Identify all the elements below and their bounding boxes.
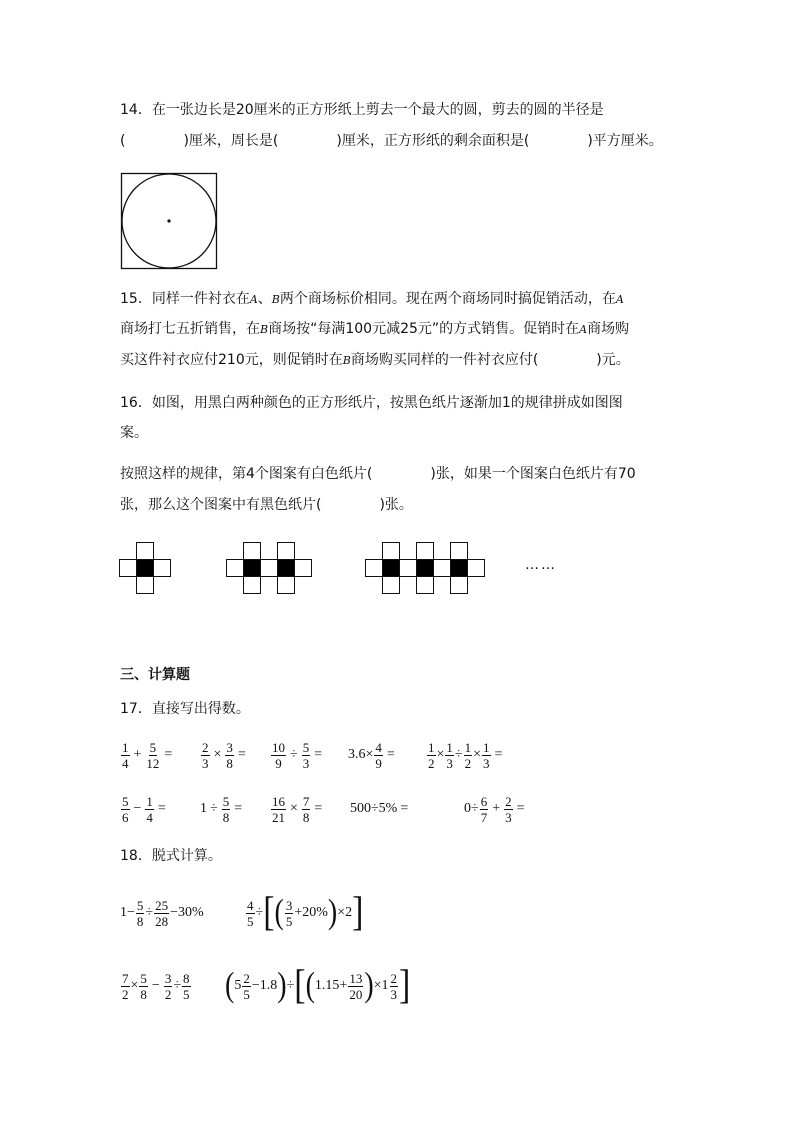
q15-line3: 买这件衬衣应付210元，则促销时在B商场购买同样的一件衬衣应付( )元。: [120, 352, 630, 368]
q17-expr-2: $\frac{2}{3}$ × $\frac{3}{8}$ =: [202, 739, 246, 771]
q18-expr-4: ( 5 $\frac{2}{5}$ −1.8 ) ÷ [ ( 1.15+ $\frac{13}{20}$ ) × 1 $\frac{2}{3}$ ]: [225, 963, 411, 1008]
q14-line1: 14．在一张边长是20厘米的正方形纸上剪去一个最大的圆，剪去的圆的半径是: [120, 102, 604, 118]
q18-expr-3: $\frac{7}{2}$ × $\frac{5}{8}$ − $\frac{3}{2}$ ÷ $\frac{8}{5}$: [122, 970, 190, 1002]
tile-pattern-3: [365, 542, 486, 595]
q18-title: 18．脱式计算。: [120, 848, 222, 864]
square-circle-figure: [120, 172, 220, 272]
tile-pattern-2: [226, 542, 313, 595]
q17-expr-8: $\frac{16}{21}$ × $\frac{7}{8}$ =: [272, 793, 323, 825]
q16-line4: 张，那么这个图案中有黑色纸片( )张。: [120, 497, 413, 513]
q18-expr-1: 1− $\frac{5}{8}$ ÷ $\frac{25}{28}$ −30%: [120, 897, 204, 929]
q17-expr-1: $\frac{1}{4}$ + $\frac{5}{12}$ =: [122, 739, 173, 771]
q15-line1: 15．同样一件衬衣在A、B两个商场标价相同。现在两个商场同时搞促销活动，在A: [120, 291, 624, 307]
q16-line1: 16．如图，用黑白两种颜色的正方形纸片，按黑色纸片逐渐加1的规律拼成如图图: [120, 395, 623, 411]
q17-title: 17．直接写出得数。: [120, 701, 250, 717]
q17-expr-3: $\frac{10}{9}$ ÷ $\frac{5}{3}$ =: [272, 739, 323, 771]
q17-expr-10: 0 ÷ $\frac{6}{7}$ + $\frac{2}{3}$ =: [464, 793, 525, 825]
q15-line2: 商场打七五折销售，在B商场按“每满100元减25元”的方式销售。促销时在A商场购: [120, 321, 630, 337]
q17-expr-5: $\frac{1}{2}$ × $\frac{1}{3}$ ÷ $\frac{1}{2}$ × $\frac{1}{3}$ =: [428, 739, 503, 771]
q17-expr-7: 1 ÷ $\frac{5}{8}$ =: [200, 793, 243, 825]
q17-expr-9: 500÷5% =: [350, 801, 409, 816]
tile-pattern-1: [119, 542, 172, 595]
q18-expr-2: $\frac{4}{5}$ ÷ [ ( $\frac{3}{5}$ +20% ) ×2 ]: [247, 890, 364, 935]
q16-line3: 按照这样的规律，第4个图案有白色纸片( )张，如果一个图案白色纸片有70: [120, 466, 636, 482]
q17-expr-4: 3.6 × $\frac{4}{9}$ =: [348, 739, 395, 771]
section-title: 三、计算题: [120, 667, 190, 683]
q14-line2: ( )厘米，周长是( )厘米，正方形纸的剩余面积是( )平方厘米。: [120, 133, 663, 149]
q16-line2: 案。: [120, 425, 148, 441]
q17-expr-6: $\frac{5}{6}$ − $\frac{1}{4}$ =: [122, 793, 166, 825]
ellipsis: ……: [525, 557, 557, 573]
